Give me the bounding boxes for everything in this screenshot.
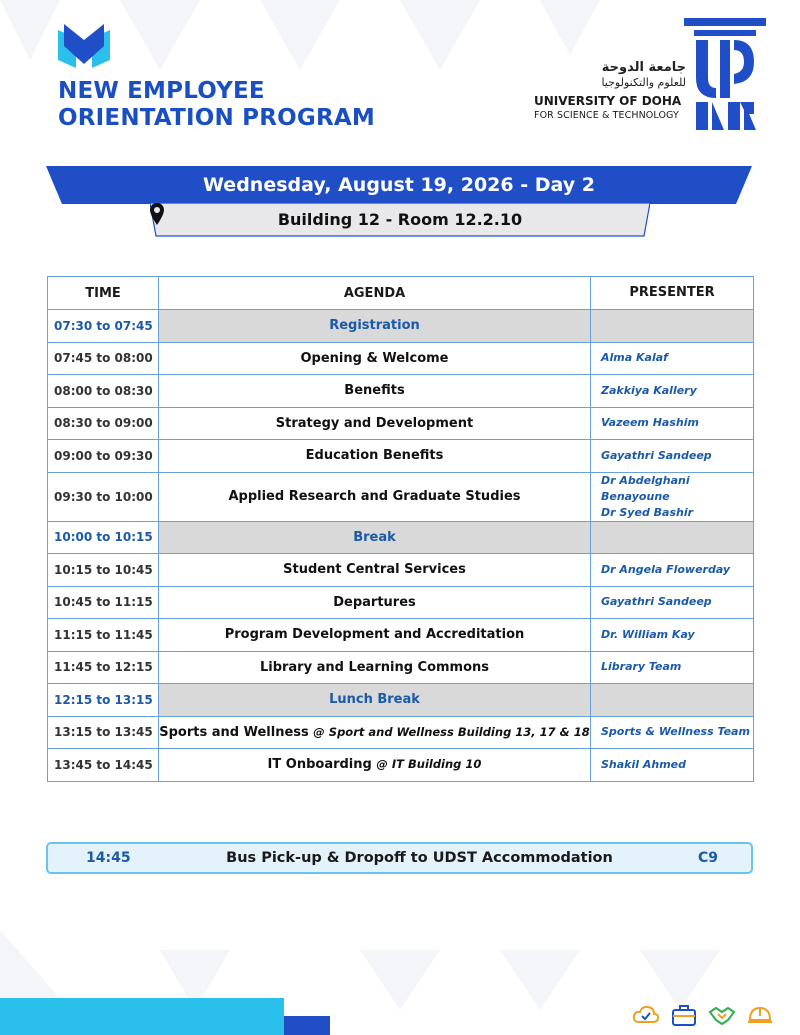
row-time: 13:15 to 13:45 — [48, 716, 159, 749]
agenda-table — [47, 276, 754, 782]
program-title-line1: NEW EMPLOYEE — [58, 78, 265, 104]
row-time: 10:00 to 10:15 — [48, 521, 159, 554]
row-agenda — [159, 716, 591, 749]
table-row — [48, 586, 754, 619]
agenda-title: IT Onboarding — [267, 757, 377, 773]
table-row — [48, 407, 754, 440]
row-time: 11:45 to 12:15 — [48, 651, 159, 684]
row-presenter: Alma Kalaf — [591, 342, 754, 375]
row-agenda — [159, 749, 591, 782]
row-presenter — [591, 472, 754, 521]
row-presenter: Dr Angela Flowerday — [591, 554, 754, 587]
row-time: 11:15 to 11:45 — [48, 619, 159, 652]
bus-time: 14:45 — [86, 850, 131, 866]
university-arabic-subtitle: للعلوم والتكنولوجيا — [601, 76, 686, 89]
row-presenter: Gayathri Sandeep — [591, 586, 754, 619]
table-row — [48, 651, 754, 684]
row-agenda: Student Central Services — [159, 554, 591, 587]
day-banner — [46, 166, 752, 204]
table-row — [48, 521, 754, 554]
table-row — [48, 375, 754, 408]
row-time: 10:15 to 10:45 — [48, 554, 159, 587]
row-presenter — [591, 684, 754, 717]
row-agenda: Library and Learning Commons — [159, 651, 591, 684]
day-heading: Wednesday, August 19, 2026 - Day 2 — [203, 174, 595, 196]
row-time: 07:45 to 08:00 — [48, 342, 159, 375]
row-presenter: Gayathri Sandeep — [591, 440, 754, 473]
row-time: 09:00 to 09:30 — [48, 440, 159, 473]
row-agenda: Lunch Break — [159, 684, 591, 717]
table-row — [48, 684, 754, 717]
bus-label: Bus Pick-up & Dropoff to UDST Accommodation — [226, 850, 613, 866]
header-agenda: AGENDA — [159, 277, 591, 310]
row-presenter — [591, 310, 754, 343]
row-time: 12:15 to 13:15 — [48, 684, 159, 717]
program-logo-icon — [58, 24, 110, 70]
row-time: 08:30 to 09:00 — [48, 407, 159, 440]
table-row — [48, 342, 754, 375]
table-row — [48, 619, 754, 652]
row-presenter: Zakkiya Kallery — [591, 375, 754, 408]
row-presenter: Dr. William Kay — [591, 619, 754, 652]
university-name: UNIVERSITY OF DOHA — [534, 94, 682, 108]
row-agenda: Strategy and Development — [159, 407, 591, 440]
location-text: Building 12 - Room 12.2.10 — [277, 209, 523, 229]
hardhat-icon — [746, 1002, 774, 1028]
agenda-location: @ IT Building 10 — [376, 757, 482, 772]
bus-info-bar — [46, 842, 753, 874]
table-row — [48, 554, 754, 587]
handshake-icon — [708, 1002, 736, 1028]
table-row — [48, 472, 754, 521]
university-subtitle: FOR SCIENCE & TECHNOLOGY — [534, 110, 679, 121]
presenter-name: Dr Syed Bashir — [601, 505, 694, 519]
agenda-location: @ Sport and Wellness Building 13, 17 & 18 — [313, 724, 590, 739]
row-time: 13:45 to 14:45 — [48, 749, 159, 782]
row-time: 10:45 to 11:15 — [48, 586, 159, 619]
row-time: 07:30 to 07:45 — [48, 310, 159, 343]
table-header-row — [48, 277, 754, 310]
university-arabic-name: جامعة الدوحة — [601, 60, 686, 75]
footer-cyan-band — [0, 998, 284, 1035]
university-name-block — [534, 60, 686, 123]
row-agenda: Applied Research and Graduate Studies — [159, 472, 591, 521]
location-banner — [150, 203, 650, 237]
row-presenter: Library Team — [591, 651, 754, 684]
table-row — [48, 749, 754, 782]
bus-code: C9 — [697, 850, 718, 866]
program-title — [58, 78, 375, 132]
row-agenda: Departures — [159, 586, 591, 619]
agenda-title: Sports and Wellness — [159, 724, 314, 740]
row-presenter — [591, 521, 754, 554]
cloud-check-icon — [632, 1002, 660, 1028]
row-presenter: Vazeem Hashim — [591, 407, 754, 440]
row-presenter: Sports & Wellness Team — [591, 716, 754, 749]
row-agenda: Break — [159, 521, 591, 554]
row-time: 08:00 to 08:30 — [48, 375, 159, 408]
row-agenda: Education Benefits — [159, 440, 591, 473]
row-agenda: Benefits — [159, 375, 591, 408]
row-agenda: Program Development and Accreditation — [159, 619, 591, 652]
header-time: TIME — [48, 277, 159, 310]
table-row — [48, 440, 754, 473]
university-logo-icon — [684, 18, 766, 134]
footer-icons — [632, 1002, 774, 1028]
row-agenda: Registration — [159, 310, 591, 343]
row-time: 09:30 to 10:00 — [48, 472, 159, 521]
table-row — [48, 716, 754, 749]
table-row — [48, 310, 754, 343]
location-pin-icon — [150, 203, 164, 225]
briefcase-icon — [670, 1002, 698, 1028]
row-agenda: Opening & Welcome — [159, 342, 591, 375]
presenter-name: Dr Abdelghani Benayoune — [601, 473, 690, 503]
program-title-line2: ORIENTATION PROGRAM — [58, 105, 375, 131]
row-presenter: Shakil Ahmed — [591, 749, 754, 782]
header-presenter: PRESENTER — [591, 277, 754, 310]
